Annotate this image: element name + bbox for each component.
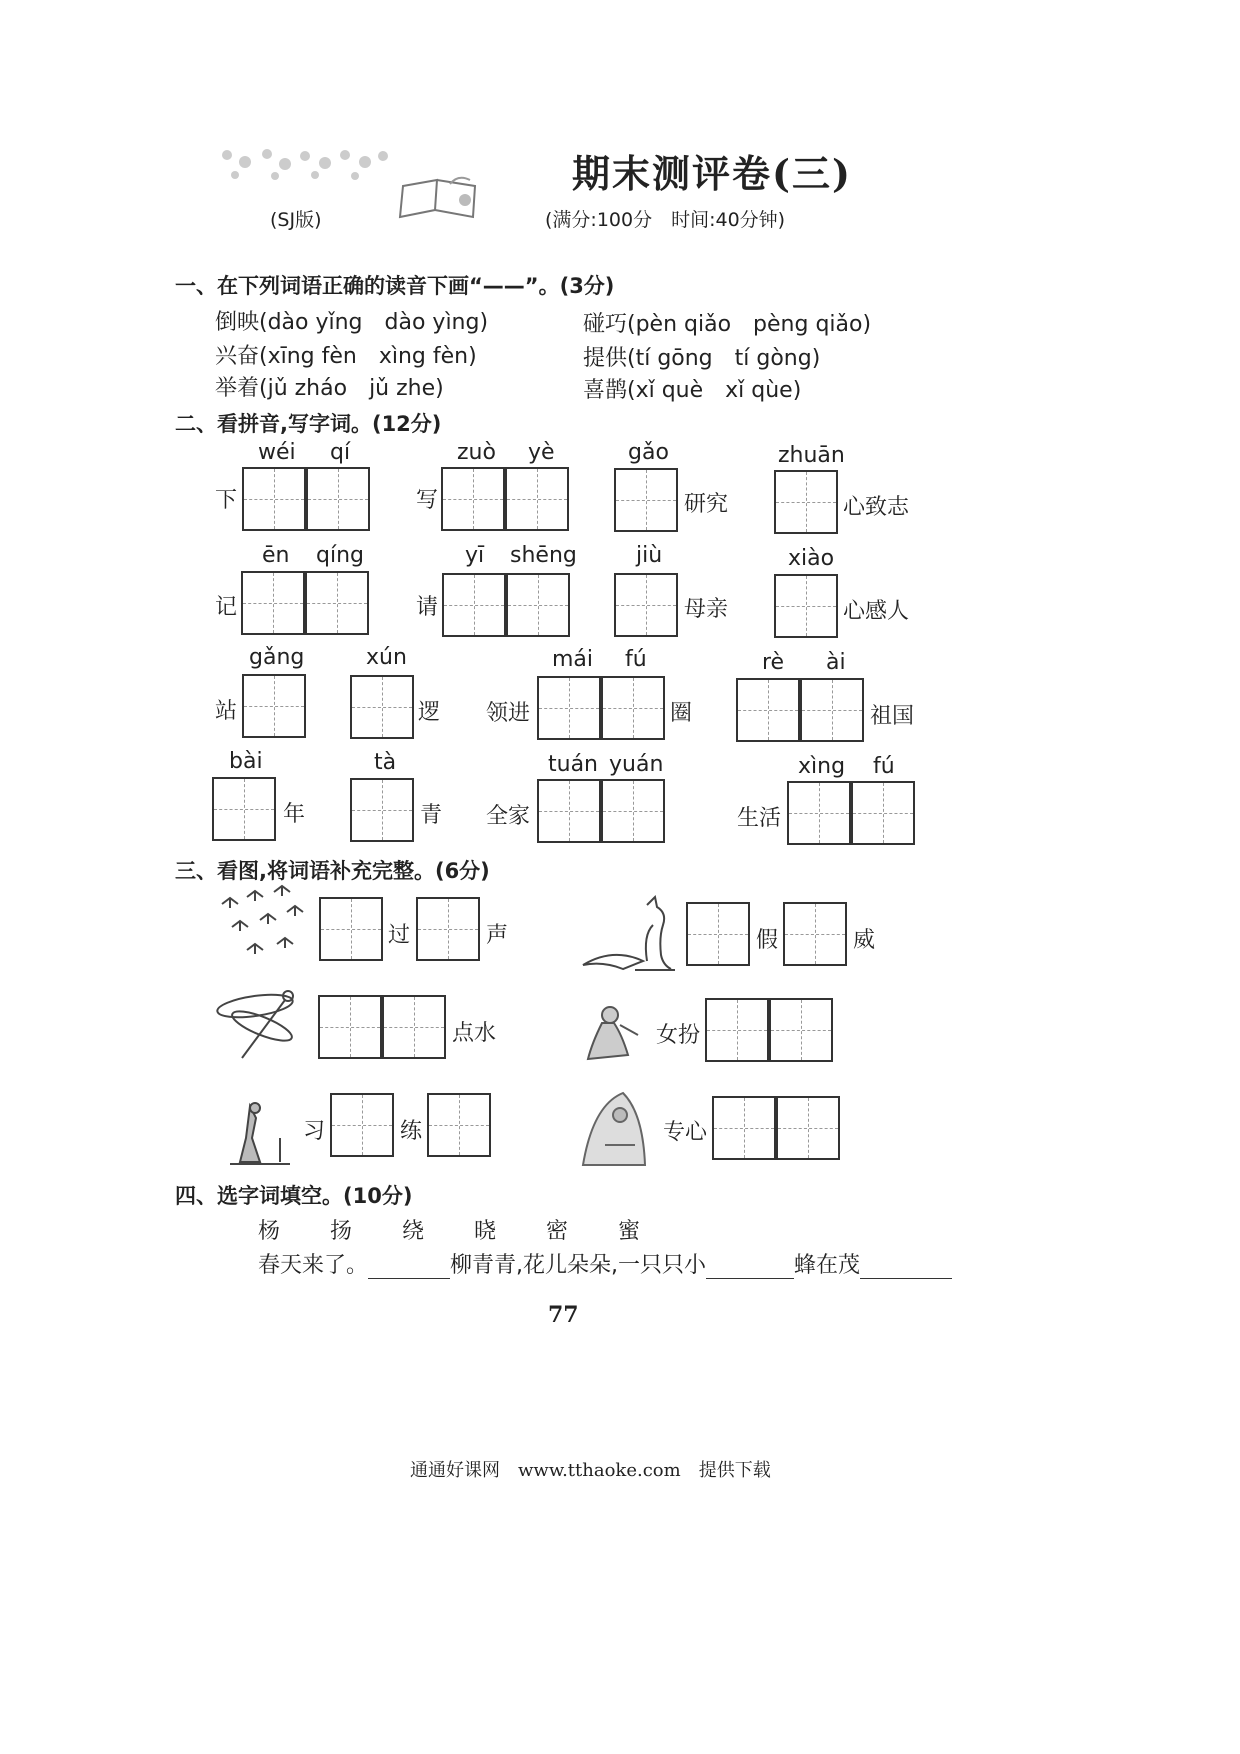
pinyin-label: yè [528, 440, 555, 465]
context-char: 心致志 [843, 495, 910, 520]
writing-box[interactable] [774, 470, 838, 534]
word-options: 杨 扬 绕 晓 密 蜜 [258, 1219, 655, 1244]
dragonfly-illustration-icon [210, 988, 320, 1068]
pinyin-label: tuán [548, 752, 598, 777]
context-char: 研究 [684, 492, 729, 517]
writing-box[interactable] [705, 998, 769, 1062]
sec1-item: 兴奋(xīng fèn xìng fèn) [215, 344, 477, 369]
sentence-part: 春天来了。 [258, 1253, 369, 1278]
writing-box[interactable] [769, 998, 833, 1062]
pinyin-label: fú [625, 647, 647, 672]
fox-illustration-icon [575, 895, 685, 975]
writing-box[interactable] [382, 995, 446, 1059]
sec1-item: 碰巧(pèn qiǎo pèng qiǎo) [583, 312, 872, 337]
answer-blank[interactable] [860, 1256, 952, 1279]
context-char: 声 [486, 923, 509, 948]
section-1-heading: 一、在下列词语正确的读音下画“——”。(3分) [175, 274, 615, 298]
writing-box[interactable] [601, 779, 665, 843]
book-illustration-icon [395, 172, 490, 227]
writing-box[interactable] [783, 902, 847, 966]
pinyin-label: xún [366, 645, 407, 670]
writing-box[interactable] [506, 573, 570, 637]
context-char: 请 [416, 595, 439, 620]
context-char: 全家 [486, 804, 531, 829]
context-char: 祖国 [870, 704, 915, 729]
writing-box[interactable] [330, 1093, 394, 1157]
mulan-illustration-icon [580, 995, 650, 1065]
context-char: 青 [420, 803, 443, 828]
writing-box[interactable] [350, 778, 414, 842]
pinyin-label: tà [374, 750, 397, 775]
writing-box[interactable] [319, 897, 383, 961]
context-char: 写 [416, 488, 439, 513]
pinyin-label: ēn [262, 543, 290, 568]
writing-box[interactable] [305, 571, 369, 635]
pinyin-label: wéi [258, 440, 296, 465]
context-char: 过 [388, 923, 411, 948]
pinyin-label: zhuān [778, 443, 845, 468]
sentence-part: 柳青青,花儿朵朵,一只只小 [450, 1253, 707, 1278]
fill-sentence [258, 1248, 952, 1279]
context-char: 练 [400, 1119, 423, 1144]
section-2-heading: 二、看拼音,写字词。(12分) [175, 412, 442, 436]
pinyin-label: qíng [316, 543, 364, 568]
sec1-item: 提供(tí gōng tí gòng) [583, 346, 821, 371]
answer-blank[interactable] [706, 1256, 794, 1279]
sentence-part: 蜂在茂 [794, 1253, 861, 1278]
writing-box[interactable] [212, 777, 276, 841]
section-4-heading: 四、选字词填空。(10分) [175, 1184, 413, 1208]
edition-label: (SJ版) [270, 209, 322, 231]
context-char: 圈 [670, 701, 693, 726]
writing-box[interactable] [306, 467, 370, 531]
context-char: 威 [853, 928, 876, 953]
context-char: 下 [215, 488, 238, 513]
pinyin-label: mái [552, 647, 594, 672]
writing-box[interactable] [614, 573, 678, 637]
footer-text: 通通好课网 www.tthaoke.com 提供下载 [410, 1460, 771, 1481]
writing-box[interactable] [350, 675, 414, 739]
writing-box[interactable] [776, 1096, 840, 1160]
pinyin-label: yī [465, 543, 485, 568]
pinyin-label: gǎo [628, 440, 669, 465]
writing-box[interactable] [614, 468, 678, 532]
context-char: 点水 [452, 1021, 497, 1046]
writing-box[interactable] [505, 467, 569, 531]
sec1-item: 倒映(dào yǐng dào yìng) [215, 310, 489, 335]
sec1-item: 喜鹊(xǐ què xǐ qùe) [583, 378, 802, 403]
writing-box[interactable] [318, 995, 382, 1059]
pinyin-label: jiù [636, 543, 663, 568]
context-char: 假 [756, 928, 779, 953]
writing-box[interactable] [427, 1093, 491, 1157]
context-char: 女扮 [656, 1023, 701, 1048]
writing-box[interactable] [537, 676, 601, 740]
concentration-illustration-icon [575, 1085, 660, 1170]
pinyin-label: fú [873, 754, 895, 779]
writing-box[interactable] [787, 781, 851, 845]
context-char: 站 [215, 699, 238, 724]
writing-box[interactable] [242, 674, 306, 738]
writing-box[interactable] [686, 902, 750, 966]
writing-box[interactable] [537, 779, 601, 843]
section-3-heading: 三、看图,将词语补充完整。(6分) [175, 859, 490, 883]
writing-box[interactable] [441, 467, 505, 531]
pinyin-label: rè [762, 650, 785, 675]
writing-box[interactable] [851, 781, 915, 845]
pinyin-label: xìng [798, 754, 846, 779]
sec1-item: 举着(jǔ zháo jǔ zhe) [215, 376, 444, 401]
pinyin-label: shēng [510, 543, 577, 568]
writing-box[interactable] [601, 676, 665, 740]
answer-blank[interactable] [368, 1256, 450, 1279]
writing-box[interactable] [774, 574, 838, 638]
writing-box[interactable] [712, 1096, 776, 1160]
context-char: 记 [215, 595, 238, 620]
context-char: 心感人 [843, 599, 910, 624]
pinyin-label: ài [826, 650, 846, 675]
context-char: 逻 [418, 700, 441, 725]
context-char: 生活 [737, 806, 782, 831]
pinyin-label: gǎng [249, 645, 305, 670]
writing-box[interactable] [416, 897, 480, 961]
writing-box[interactable] [241, 571, 305, 635]
writing-box[interactable] [442, 573, 506, 637]
score-time-info: (满分:100分 时间:40分钟) [545, 209, 786, 231]
pinyin-label: bài [229, 749, 263, 774]
writing-box[interactable] [800, 678, 864, 742]
context-char: 专心 [663, 1120, 708, 1145]
flying-geese-illustration-icon [212, 882, 312, 972]
pinyin-label: zuò [457, 440, 496, 465]
writing-box[interactable] [242, 467, 306, 531]
pinyin-label: yuán [609, 752, 664, 777]
context-char: 年 [283, 802, 306, 827]
header-decoration-text-image [215, 140, 395, 190]
pinyin-label: xiào [788, 546, 835, 571]
context-char: 母亲 [684, 597, 729, 622]
calligraphy-practice-illustration-icon [225, 1098, 300, 1168]
pinyin-label: qí [330, 440, 351, 465]
writing-box[interactable] [736, 678, 800, 742]
context-char: 领进 [486, 701, 531, 726]
page-title: 期末测评卷(三) [572, 151, 852, 196]
context-char: 习 [303, 1119, 326, 1144]
page-number: 77 [548, 1302, 579, 1328]
